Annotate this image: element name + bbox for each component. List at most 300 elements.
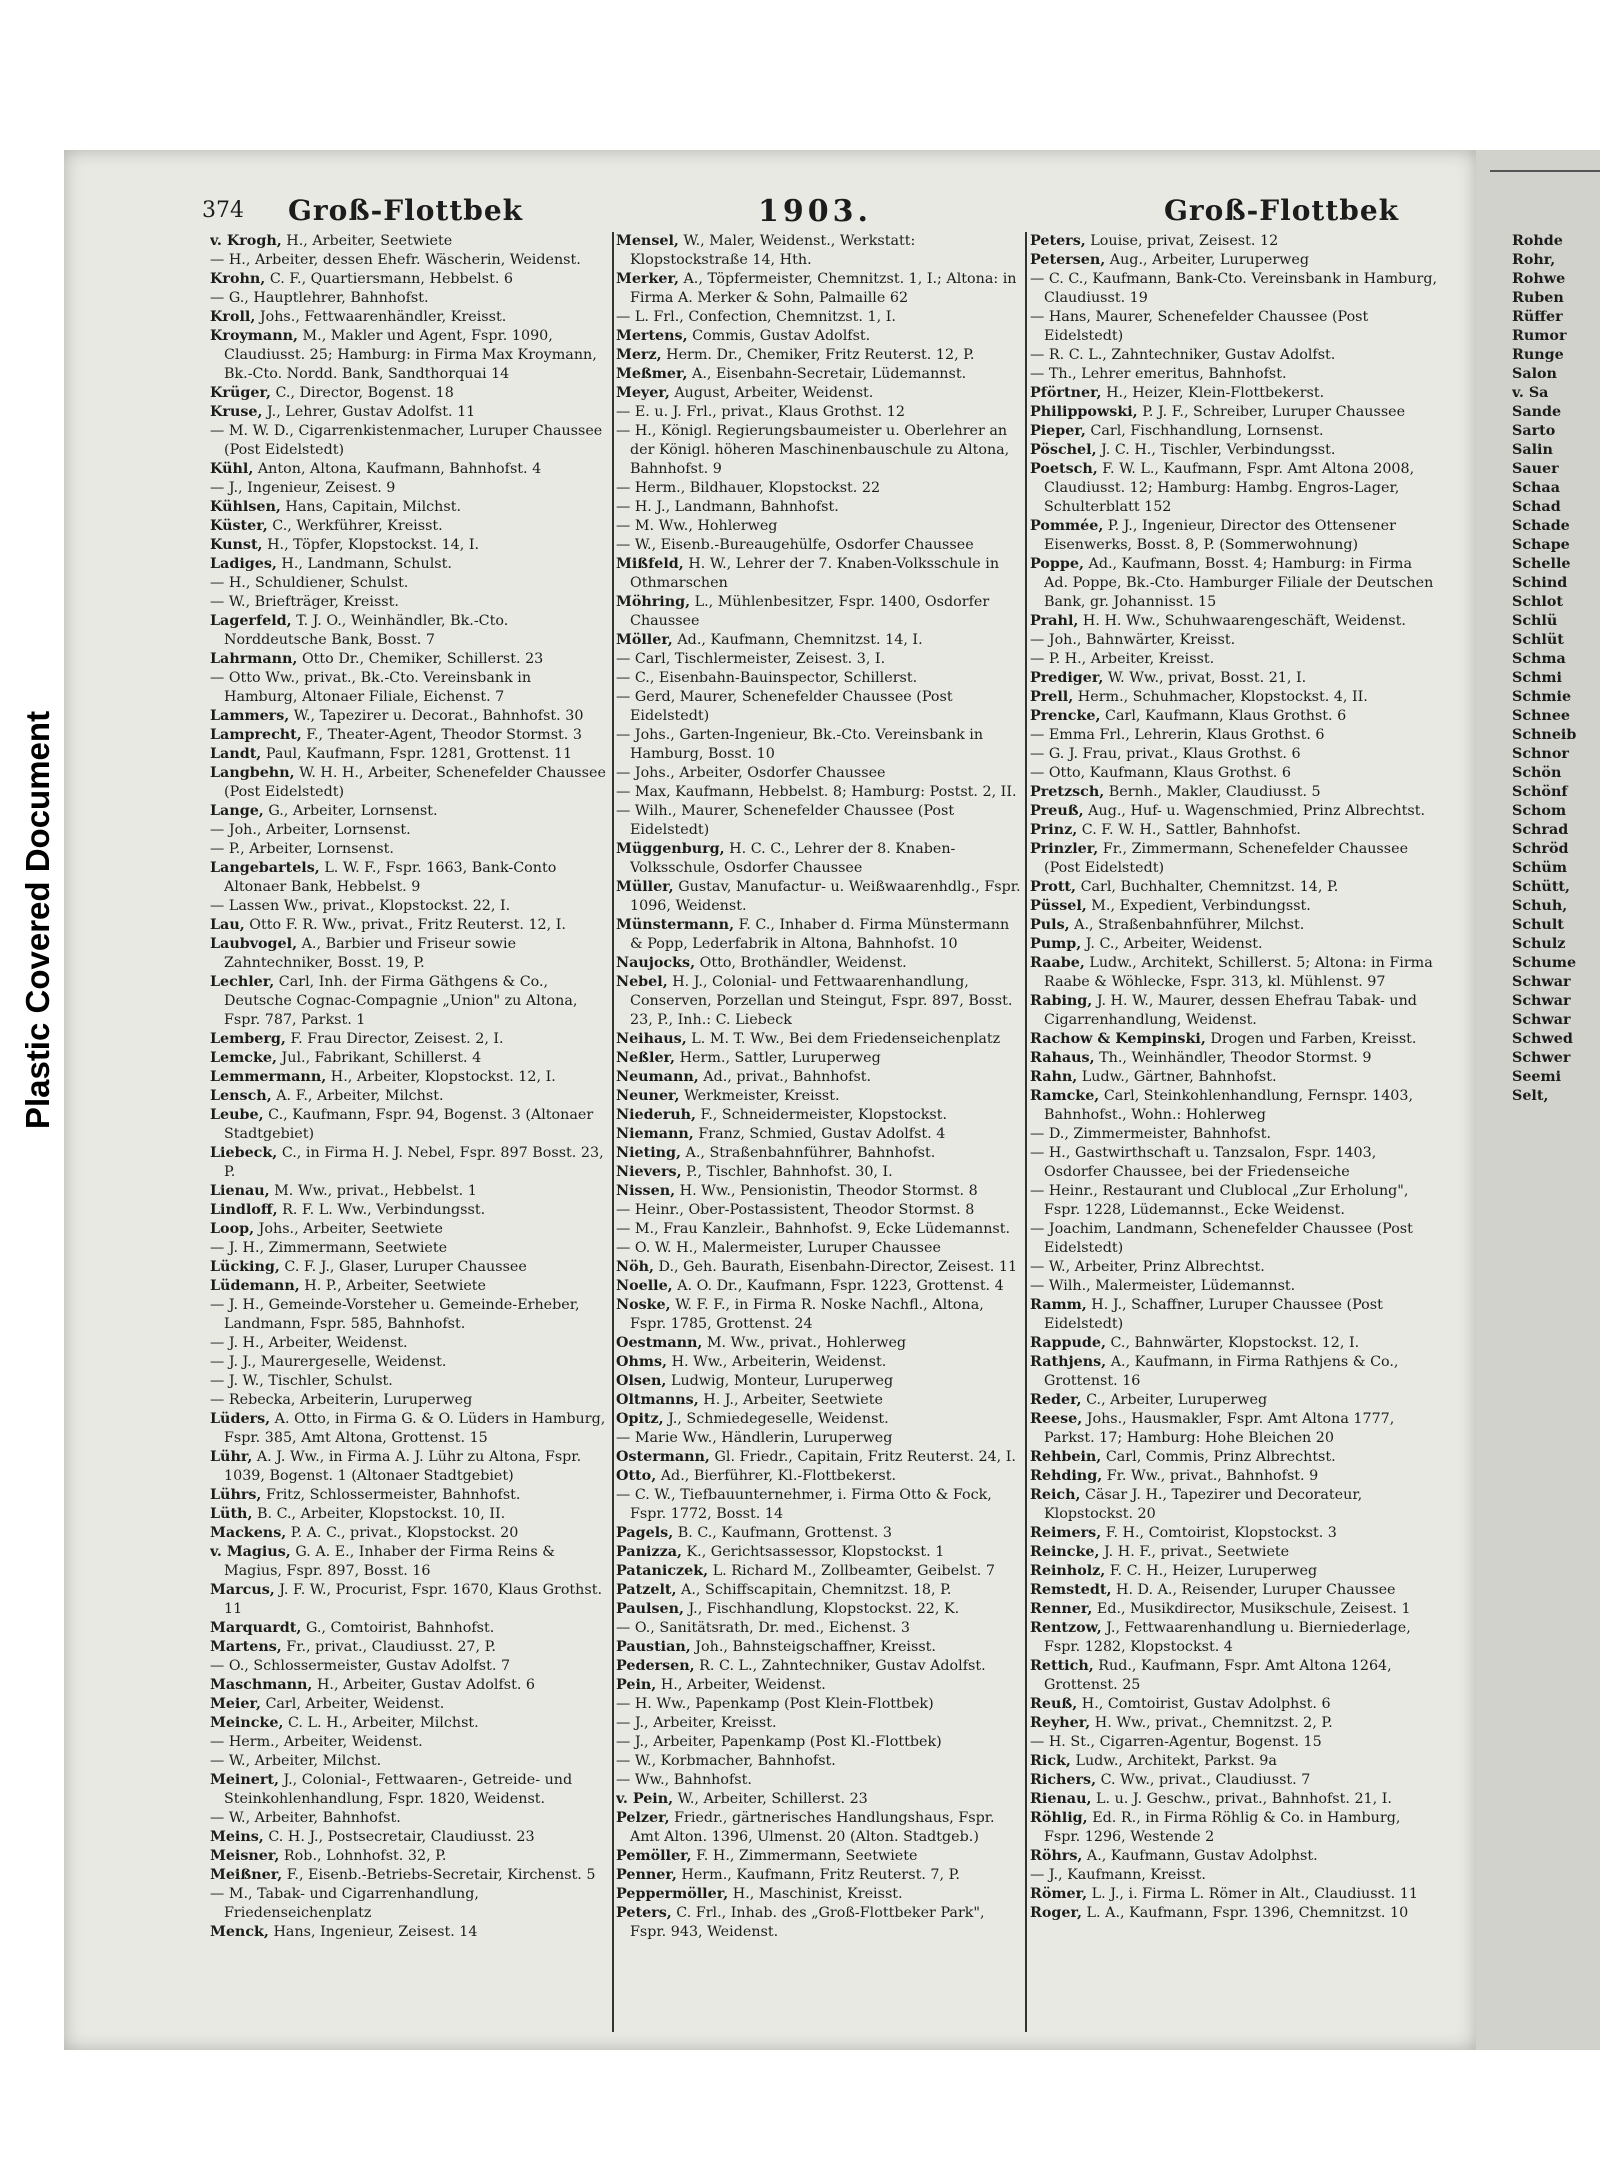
- column-rule: [1025, 232, 1027, 2032]
- entry-details: Carl, Steinkohlenhandlung, Fernspr. 1403, Bahnhofst., Wohn.: Hohlerweg: [1044, 1088, 1414, 1123]
- entry-name: Reinholz,: [1030, 1563, 1106, 1579]
- edge-word: Salon: [1512, 366, 1557, 382]
- entry-details: C. H. J., Postsecretair, Claudiusst. 23: [268, 1829, 535, 1845]
- directory-entry: [210, 403, 608, 422]
- directory-entry: [1030, 308, 1438, 346]
- entry-details: — J. H., Zimmermann, Seetwiete: [210, 1240, 448, 1256]
- entry-name: Menck,: [210, 1924, 269, 1940]
- directory-entry: [616, 802, 1024, 840]
- directory-entry: [616, 327, 1024, 346]
- entry-details: — M. W. D., Cigarrenkistenmacher, Luruper Chaussee (Post Eidelstedt): [210, 423, 603, 458]
- directory-entry: [1030, 1809, 1438, 1847]
- edge-word: Schaa: [1512, 480, 1560, 496]
- entry-details: Cäsar J. H., Tapezirer und Decorateur, Klopstockst. 20: [1044, 1487, 1363, 1522]
- directory-entry: [210, 1809, 608, 1828]
- entry-details: — J., Kaufmann, Kreisst.: [1030, 1867, 1206, 1883]
- directory-entry: [210, 897, 608, 916]
- entry-name: Mensel,: [616, 233, 679, 249]
- directory-entry: [210, 1448, 608, 1486]
- edge-word: Schüm: [1512, 860, 1567, 876]
- entry-details: H., Heizer, Klein-Flottbekerst.: [1106, 385, 1325, 401]
- directory-entry: [616, 840, 1024, 878]
- entry-details: — Herm., Bildhauer, Klopstockst. 22: [616, 480, 881, 496]
- entry-details: H. Ww., privat., Chemnitzst. 2, P.: [1094, 1715, 1333, 1731]
- entry-details: — Johs., Garten-Ingenieur, Bk.-Cto. Vereinsbank in Hamburg, Bosst. 10: [616, 727, 984, 762]
- directory-entry: [1030, 1733, 1438, 1752]
- entry-details: Ad., Bierführer, Kl.-Flottbekerst.: [660, 1468, 896, 1484]
- entry-name: Noske,: [616, 1297, 671, 1313]
- entry-details: H. D. A., Reisender, Luruper Chaussee: [1115, 1582, 1396, 1598]
- directory-entry: [210, 1828, 608, 1847]
- directory-entry: [616, 1638, 1024, 1657]
- entry-name: Krohn,: [210, 271, 266, 287]
- entry-name: Reese,: [1030, 1411, 1083, 1427]
- directory-entry: [616, 1334, 1024, 1353]
- directory-entry: [616, 1163, 1024, 1182]
- entry-details: — J. H., Arbeiter, Weidenst.: [210, 1335, 408, 1351]
- entry-name: Panizza,: [616, 1544, 682, 1560]
- entry-name: Rehding,: [1030, 1468, 1103, 1484]
- entry-name: Rahaus,: [1030, 1050, 1095, 1066]
- directory-entry: [616, 536, 1024, 555]
- directory-entry: [616, 1581, 1024, 1600]
- entry-name: Roger,: [1030, 1905, 1082, 1921]
- entry-name: Kroymann,: [210, 328, 298, 344]
- directory-entry: [1030, 935, 1438, 954]
- directory-entry: [210, 916, 608, 935]
- directory-entry: [210, 1296, 608, 1334]
- entry-details: Fr., privat., Claudiusst. 27, P.: [286, 1639, 496, 1655]
- entry-name: Möller,: [616, 632, 673, 648]
- entry-name: Loop,: [210, 1221, 255, 1237]
- directory-entry: [1030, 1657, 1438, 1695]
- entry-details: — H., Schuldiener, Schulst.: [210, 575, 409, 591]
- entry-details: C. F. W. H., Sattler, Bahnhofst.: [1081, 822, 1301, 838]
- directory-entry: [210, 1372, 608, 1391]
- entry-details: C., Bahnwärter, Klopstockst. 12, I.: [1110, 1335, 1360, 1351]
- entry-name: Röhrs,: [1030, 1848, 1083, 1864]
- entry-details: J., Lehrer, Gustav Adolfst. 11: [267, 404, 476, 420]
- directory-entry: [616, 1182, 1024, 1201]
- entry-name: Niemann,: [616, 1126, 694, 1142]
- entry-details: Commis, Gustav Adolfst.: [692, 328, 871, 344]
- directory-entry: [210, 707, 608, 726]
- entry-details: C. Ww., privat., Claudiusst. 7: [1100, 1772, 1311, 1788]
- entry-details: H., Comtoirist, Gustav Adolphst. 6: [1081, 1696, 1331, 1712]
- entry-details: A., Schiffscapitain, Chemnitzst. 18, P.: [681, 1582, 952, 1598]
- entry-details: Ludwig, Monteur, Luruperweg: [670, 1373, 894, 1389]
- entry-name: Püssel,: [1030, 898, 1087, 914]
- directory-entry: [616, 365, 1024, 384]
- entry-name: Küster,: [210, 518, 268, 534]
- directory-entry: [1030, 707, 1438, 726]
- entry-details: Johs., Hausmakler, Fspr. Amt Altona 1777, Parkst. 17; Hamburg: Hohe Bleichen 20: [1044, 1411, 1395, 1446]
- directory-entry: [210, 289, 608, 308]
- entry-name: Langebartels,: [210, 860, 320, 876]
- directory-entry: [1030, 1049, 1438, 1068]
- entry-details: H. H. Ww., Schuhwaarengeschäft, Weidenst.: [1082, 613, 1406, 629]
- entry-details: — J., Arbeiter, Kreisst.: [616, 1715, 777, 1731]
- entry-details: A., Straßenbahnführer, Bahnhofst.: [685, 1145, 936, 1161]
- edge-word: Schape: [1512, 537, 1570, 553]
- entry-details: J., Schmiedegeselle, Weidenst.: [668, 1411, 889, 1427]
- directory-entry: [210, 1334, 608, 1353]
- directory-entry: [210, 1657, 608, 1676]
- entry-details: A. Otto, in Firma G. & O. Lüders in Hamburg, Fspr. 385, Amt Altona, Grottenst. 15: [224, 1411, 606, 1446]
- directory-entry: [616, 1296, 1024, 1334]
- entry-name: Prencke,: [1030, 708, 1101, 724]
- directory-entry: [616, 1486, 1024, 1524]
- entry-details: — J., Arbeiter, Papenkamp (Post Kl.-Flottbek): [616, 1734, 942, 1750]
- directory-entry: [1030, 1771, 1438, 1790]
- entry-name: Ladiges,: [210, 556, 277, 572]
- directory-entry: [210, 1239, 608, 1258]
- entry-name: Pelzer,: [616, 1810, 670, 1826]
- entry-name: Meier,: [210, 1696, 261, 1712]
- entry-details: J. C., Arbeiter, Weidenst.: [1085, 936, 1263, 952]
- edge-word: Schwed: [1512, 1031, 1573, 1047]
- entry-name: Peppermöller,: [616, 1886, 729, 1902]
- entry-name: Nissen,: [616, 1183, 676, 1199]
- edge-word: Schmie: [1512, 689, 1572, 705]
- directory-entry: [1030, 650, 1438, 669]
- directory-entry: [1030, 1600, 1438, 1619]
- entry-name: v. Magius,: [210, 1544, 291, 1560]
- entry-name: Müller,: [616, 879, 674, 895]
- entry-details: L. A., Kaufmann, Fspr. 1396, Chemnitzst. 10: [1086, 1905, 1409, 1921]
- entry-details: H., Arbeiter, Klopstockst. 12, I.: [330, 1069, 556, 1085]
- entry-details: A. F., Arbeiter, Milchst.: [276, 1088, 444, 1104]
- entry-name: Reder,: [1030, 1392, 1082, 1408]
- entry-name: Rachow & Kempinski,: [1030, 1031, 1206, 1047]
- entry-details: H., Landmann, Schulst.: [281, 556, 452, 572]
- entry-name: v. Krogh,: [210, 233, 282, 249]
- entry-name: Münstermann,: [616, 917, 735, 933]
- entry-details: Carl, Kaufmann, Klaus Grothst. 6: [1105, 708, 1347, 724]
- directory-entry: [210, 1049, 608, 1068]
- entry-name: Krüger,: [210, 385, 271, 401]
- year-heading: 1903.: [758, 194, 872, 229]
- entry-details: C. F. J., Glaser, Luruper Chaussee: [284, 1259, 527, 1275]
- entry-details: Anton, Altona, Kaufmann, Bahnhofst. 4: [257, 461, 542, 477]
- entry-name: Pedersen,: [616, 1658, 695, 1674]
- entry-name: Leube,: [210, 1107, 264, 1123]
- entry-details: — Max, Kaufmann, Hebbelst. 8; Hamburg: Postst. 2, II.: [616, 784, 1017, 800]
- entry-name: Merker,: [616, 271, 679, 287]
- directory-entry: [210, 973, 608, 1030]
- directory-entry: [210, 1144, 608, 1182]
- directory-entry: [1030, 460, 1438, 517]
- edge-word: Sarto: [1512, 423, 1556, 439]
- entry-name: Lienau,: [210, 1183, 270, 1199]
- entry-details: H. W., Lehrer der 7. Knaben-Volksschule in Othmarschen: [630, 556, 1000, 591]
- directory-entry: [210, 1220, 608, 1239]
- entry-name: Kühlsen,: [210, 499, 281, 515]
- entry-details: M., Expedient, Verbindungsst.: [1091, 898, 1311, 914]
- entry-details: C. F., Quartiersmann, Hebbelst. 6: [269, 271, 514, 287]
- directory-entry: [210, 726, 608, 745]
- directory-entry: [1030, 1353, 1438, 1391]
- entry-details: — Heinr., Ober-Postassistent, Theodor Stormst. 8: [616, 1202, 975, 1218]
- entry-name: Reincke,: [1030, 1544, 1100, 1560]
- edge-word: Schwar: [1512, 1012, 1571, 1028]
- entry-name: Remstedt,: [1030, 1582, 1112, 1598]
- scan-top-margin: [0, 0, 1600, 112]
- directory-entry: [616, 593, 1024, 631]
- directory-entry: [210, 1353, 608, 1372]
- directory-entry: [616, 1562, 1024, 1581]
- entry-name: Lühr,: [210, 1449, 253, 1465]
- directory-entry: [210, 251, 608, 270]
- entry-details: H., Arbeiter, Gustav Adolfst. 6: [316, 1677, 536, 1693]
- directory-entry: [1030, 916, 1438, 935]
- directory-entry: [616, 403, 1024, 422]
- entry-name: Langbehn,: [210, 765, 295, 781]
- entry-name: Prinz,: [1030, 822, 1078, 838]
- edge-word: Schelle: [1512, 556, 1571, 572]
- directory-entry: [616, 650, 1024, 669]
- directory-entry: [616, 1068, 1024, 1087]
- directory-entry: [616, 1866, 1024, 1885]
- entry-details: L., Mühlenbesitzer, Fspr. 1400, Osdorfer Chaussee: [630, 594, 990, 629]
- edge-word: Schad: [1512, 499, 1561, 515]
- entry-details: P. J. F., Schreiber, Luruper Chaussee: [1142, 404, 1406, 420]
- directory-entry: [1030, 992, 1438, 1030]
- entry-name: Mackens,: [210, 1525, 287, 1541]
- directory-entry: [210, 745, 608, 764]
- entry-details: F. C., Inhaber d. Firma Münstermann & Popp, Lederfabrik in Altona, Bahnhofst. 10: [630, 917, 1010, 952]
- entry-details: Bernh., Makler, Claudiusst. 5: [1108, 784, 1321, 800]
- directory-entry: [616, 1125, 1024, 1144]
- directory-entry: [210, 935, 608, 973]
- directory-entry: [616, 308, 1024, 327]
- directory-entry: [616, 498, 1024, 517]
- entry-name: Penner,: [616, 1867, 677, 1883]
- directory-entry: [210, 1885, 608, 1923]
- entry-details: W. Ww., privat, Bosst. 21, I.: [1107, 670, 1307, 686]
- entry-details: — G., Hauptlehrer, Bahnhofst.: [210, 290, 429, 306]
- directory-entry: [1030, 1885, 1438, 1904]
- entry-details: Jul., Fabrikant, Schillerst. 4: [281, 1050, 482, 1066]
- entry-name: Möhring,: [616, 594, 691, 610]
- entry-details: Franz, Schmied, Gustav Adolfst. 4: [698, 1126, 946, 1142]
- directory-entry: [1030, 1543, 1438, 1562]
- entry-details: W., Maler, Weidenst., Werkstatt: Klopstockstraße 14, Hth.: [630, 233, 916, 268]
- directory-entry: [210, 593, 608, 612]
- entry-details: — C. C., Kaufmann, Bank-Cto. Vereinsbank in Hamburg, Claudiusst. 19: [1030, 271, 1438, 306]
- entry-name: Rettich,: [1030, 1658, 1094, 1674]
- entry-details: Carl, Arbeiter, Weidenst.: [265, 1696, 445, 1712]
- directory-entry: [210, 1486, 608, 1505]
- directory-entry: [616, 1695, 1024, 1714]
- page-number: 374: [202, 198, 244, 223]
- entry-details: — M., Frau Kanzleir., Bahnhofst. 9, Ecke Lüdemannst.: [616, 1221, 1011, 1237]
- entry-details: Carl, Commis, Prinz Albrechtst.: [1105, 1449, 1336, 1465]
- entry-details: — H. St., Cigarren-Agentur, Bogenst. 15: [1030, 1734, 1322, 1750]
- directory-entry: [210, 1087, 608, 1106]
- entry-details: P. J., Ingenieur, Director des Ottensener Eisenwerks, Bosst. 8, P. (Sommerwohnung): [1044, 518, 1396, 553]
- entry-name: Pommée,: [1030, 518, 1104, 534]
- entry-details: — R. C. L., Zahntechniker, Gustav Adolfst.: [1030, 347, 1336, 363]
- entry-details: W., Tapezirer u. Decorat., Bahnhofst. 30: [293, 708, 584, 724]
- entry-name: Ostermann,: [616, 1449, 710, 1465]
- edge-word: Rohde: [1512, 233, 1563, 249]
- directory-entry: [616, 973, 1024, 1030]
- entry-details: A. J. Ww., in Firma A. J. Lühr zu Altona, Fspr. 1039, Bogenst. 1 (Altonaer Stadtgebiet): [224, 1449, 582, 1484]
- edge-word: Schwar: [1512, 993, 1571, 1009]
- entry-details: — Herm., Arbeiter, Weidenst.: [210, 1734, 423, 1750]
- entry-details: P. A. C., privat., Klopstockst. 20: [290, 1525, 519, 1541]
- directory-entry: [1030, 422, 1438, 441]
- edge-word: v. Sa: [1512, 385, 1549, 401]
- entry-details: — L. Frl., Confection, Chemnitzst. 1, I.: [616, 309, 896, 325]
- entry-details: C., Arbeiter, Luruperweg: [1086, 1392, 1268, 1408]
- edge-word: Sande: [1512, 404, 1562, 420]
- entry-details: Louise, privat, Zeisest. 12: [1090, 233, 1279, 249]
- entry-name: Mertens,: [616, 328, 688, 344]
- edge-word: Schwer: [1512, 1050, 1571, 1066]
- entry-name: Lemberg,: [210, 1031, 286, 1047]
- directory-entry: [210, 460, 608, 479]
- directory-entry: [210, 840, 608, 859]
- directory-entry: [1030, 1866, 1438, 1885]
- directory-entry: [210, 1619, 608, 1638]
- entry-name: Lahrmann,: [210, 651, 298, 667]
- entry-details: — Emma Frl., Lehrerin, Klaus Grothst. 6: [1030, 727, 1325, 743]
- directory-entry: [210, 1695, 608, 1714]
- entry-details: B. C., Arbeiter, Klopstockst. 10, II.: [256, 1506, 506, 1522]
- entry-details: Herm. Dr., Chemiker, Fritz Reuterst. 12, P.: [666, 347, 975, 363]
- edge-word: Schlü: [1512, 613, 1558, 629]
- entry-details: Fr., Zimmermann, Schenefelder Chaussee (Post Eidelstedt): [1044, 841, 1409, 876]
- entry-details: — C., Eisenbahn-Bauinspector, Schillerst.: [616, 670, 918, 686]
- entry-name: Paulsen,: [616, 1601, 684, 1617]
- entry-details: — Hans, Maurer, Schenefelder Chaussee (Post Eidelstedt): [1030, 309, 1369, 344]
- directory-entry: [1030, 878, 1438, 897]
- entry-details: G., Arbeiter, Lornsenst.: [268, 803, 438, 819]
- entry-name: Lüth,: [210, 1506, 253, 1522]
- entry-details: — Wilh., Maurer, Schenefelder Chaussee (Post Eidelstedt): [616, 803, 955, 838]
- directory-entry: [616, 1220, 1024, 1239]
- directory-entry: [1030, 688, 1438, 707]
- entry-name: Pieper,: [1030, 423, 1086, 439]
- directory-entry: [616, 1391, 1024, 1410]
- entry-details: J. H. W., Maurer, dessen Ehefrau Tabak- und Cigarrenhandlung, Weidenst.: [1044, 993, 1417, 1028]
- directory-entry: [616, 1372, 1024, 1391]
- directory-entry: [210, 1714, 608, 1733]
- entry-details: Ad., Kaufmann, Bosst. 4; Hamburg: in Firma Ad. Poppe, Bk.-Cto. Hamburger Filiale der Deutschen Bank, gr. Johannisst. 15: [1044, 556, 1434, 610]
- entry-details: L. u. J. Geschw., privat., Bahnhofst. 21, I.: [1096, 1791, 1392, 1807]
- directory-entry: [1030, 802, 1438, 821]
- directory-entry: [1030, 1030, 1438, 1049]
- directory-entry: [616, 1201, 1024, 1220]
- page-header: [140, 194, 1470, 236]
- edge-word: Sauer: [1512, 461, 1559, 477]
- adjacent-page-text: [1512, 232, 1600, 2032]
- entry-details: B. C., Kaufmann, Grottenst. 3: [677, 1525, 892, 1541]
- directory-column-1: [210, 232, 608, 2042]
- entry-name: Marcus,: [210, 1582, 275, 1598]
- running-title-right: Groß-Flottbek: [1164, 194, 1400, 227]
- entry-name: Lemmermann,: [210, 1069, 327, 1085]
- running-title-left: Groß-Flottbek: [288, 194, 524, 227]
- entry-details: Fr. Ww., privat., Bahnhofst. 9: [1106, 1468, 1319, 1484]
- entry-details: Friedr., gärtnerisches Handlungshaus, Fspr. Amt Alton. 1396, Ulmenst. 20 (Alton. Stadtgeb.): [630, 1810, 995, 1845]
- directory-entry: [616, 1277, 1024, 1296]
- directory-entry: [1030, 403, 1438, 422]
- entry-details: Ad., privat., Bahnhofst.: [703, 1069, 872, 1085]
- entry-details: — Joh., Arbeiter, Lornsenst.: [210, 822, 411, 838]
- directory-entry: [616, 555, 1024, 593]
- entry-name: Rienau,: [1030, 1791, 1092, 1807]
- entry-details: A., Barbier und Friseur sowie Zahntechniker, Bosst. 19, P.: [224, 936, 517, 971]
- entry-name: Rappude,: [1030, 1335, 1106, 1351]
- entry-name: Lechler,: [210, 974, 275, 990]
- entry-details: C., in Firma H. J. Nebel, Fspr. 897 Bosst. 23, P.: [224, 1145, 604, 1180]
- entry-details: — W., Briefträger, Kreisst.: [210, 594, 399, 610]
- directory-entry: [1030, 1486, 1438, 1524]
- entry-details: Drogen und Farben, Kreisst.: [1210, 1031, 1417, 1047]
- entry-details: H. P., Arbeiter, Seetwiete: [304, 1278, 487, 1294]
- entry-details: F., Eisenb.-Betriebs-Secretair, Kirchenst. 5: [286, 1867, 596, 1883]
- entry-name: Kruse,: [210, 404, 263, 420]
- directory-entry: [210, 1068, 608, 1087]
- edge-word: Salin: [1512, 442, 1553, 458]
- directory-entry: [616, 1087, 1024, 1106]
- entry-details: Joh., Bahnsteigschaffner, Kreisst.: [695, 1639, 936, 1655]
- entry-details: — Wilh., Malermeister, Lüdemannst.: [1030, 1278, 1296, 1294]
- entry-name: Nöh,: [616, 1259, 654, 1275]
- directory-entry: [616, 1847, 1024, 1866]
- entry-name: Pförtner,: [1030, 385, 1102, 401]
- entry-details: Fritz, Schlossermeister, Bahnhofst.: [265, 1487, 521, 1503]
- directory-entry: [1030, 612, 1438, 631]
- entry-details: — H., Gastwirthschaft u. Tanzsalon, Fspr. 1403, Osdorfer Chaussee, bei der Friedenseiche: [1030, 1145, 1377, 1180]
- directory-entry: [210, 327, 608, 384]
- edge-word: Schmi: [1512, 670, 1562, 686]
- entry-name: Nieting,: [616, 1145, 681, 1161]
- edge-word: Schom: [1512, 803, 1567, 819]
- column-rule: [612, 232, 614, 2032]
- entry-details: Carl, Inh. der Firma Gäthgens & Co., Deutsche Cognac-Compagnie „Union" zu Altona, Fspr. 787, Parkst. 1: [224, 974, 578, 1028]
- entry-details: — W., Korbmacher, Bahnhofst.: [616, 1753, 836, 1769]
- edge-word: Schlüt: [1512, 632, 1564, 648]
- entry-name: Lau,: [210, 917, 245, 933]
- directory-entry: [1030, 1125, 1438, 1144]
- directory-entry: [1030, 384, 1438, 403]
- directory-entry: [616, 783, 1024, 802]
- directory-entry: [210, 479, 608, 498]
- edge-word: Rüffer: [1512, 309, 1563, 325]
- directory-entry: [210, 1733, 608, 1752]
- directory-column-3: [1030, 232, 1438, 2042]
- entry-name: Lamprecht,: [210, 727, 302, 743]
- entry-name: Rehbein,: [1030, 1449, 1102, 1465]
- edge-word: Schneib: [1512, 727, 1577, 743]
- entry-details: J., Colonial-, Fettwaaren-, Getreide- und Steinkohlenhandlung, Fspr. 1820, Weidenst.: [224, 1772, 573, 1807]
- directory-entry: [616, 1543, 1024, 1562]
- directory-entry: [616, 517, 1024, 536]
- directory-entry: [616, 1771, 1024, 1790]
- directory-entry: [210, 650, 608, 669]
- entry-details: — H., Arbeiter, dessen Ehefr. Wäscherin, Weidenst.: [210, 252, 581, 268]
- entry-details: F. W. L., Kaufmann, Fspr. Amt Altona 2008, Claudiusst. 12; Hamburg: Hambg. Engros-Lager, Schulterblatt 152: [1044, 461, 1415, 515]
- directory-entry: [210, 555, 608, 574]
- directory-entry: [1030, 1087, 1438, 1125]
- directory-entry: [1030, 346, 1438, 365]
- entry-details: — E. u. J. Frl., privat., Klaus Grothst. 12: [616, 404, 905, 420]
- entry-details: C., Kaufmann, Fspr. 94, Bogenst. 3 (Altonaer Stadtgebiet): [224, 1107, 594, 1142]
